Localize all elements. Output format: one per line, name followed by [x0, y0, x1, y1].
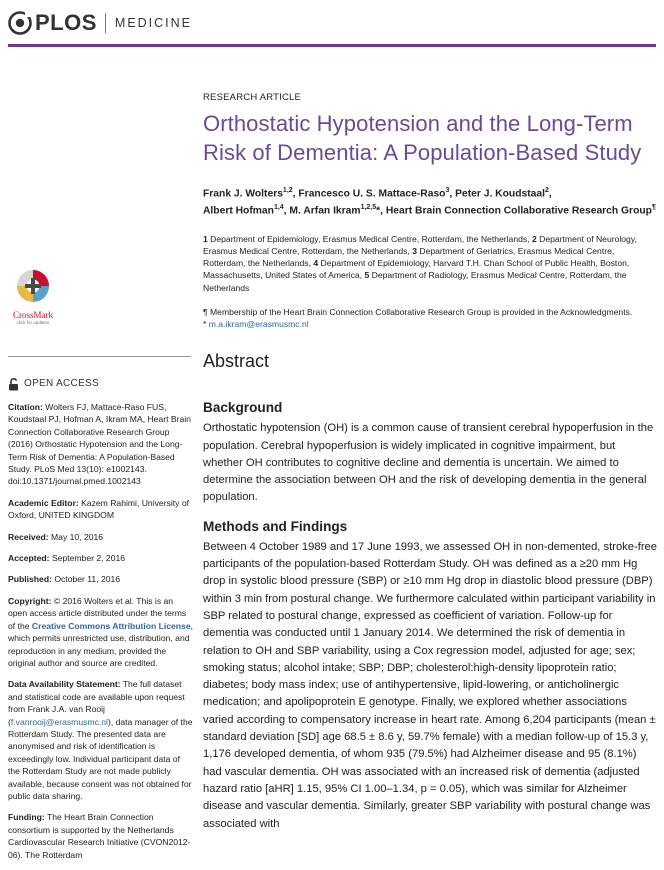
author-separator: , [548, 188, 552, 200]
open-access-label: OPEN ACCESS [24, 378, 99, 390]
published-date [8, 573, 194, 585]
plos-emblem-icon [8, 11, 32, 35]
funding-label: Funding: [8, 812, 45, 823]
membership-note [203, 306, 658, 330]
author-separator: , [283, 205, 290, 217]
article-type: RESEARCH ARTICLE [203, 92, 302, 103]
author-name[interactable]: M. Arfan Ikram [289, 205, 361, 217]
affiliation-text: Department of Epidemiology, Erasmus Medical Centre, Rotterdam, the Netherlands, [210, 233, 530, 244]
journal-name: MEDICINE [114, 16, 193, 30]
accepted-label: Accepted: [8, 553, 50, 564]
affiliation-number: 2 [531, 233, 537, 244]
author-name[interactable]: Francesco U. S. Mattace-Raso [298, 188, 446, 200]
corresponding-mark: * [203, 319, 207, 330]
title-line-1: Orthostatic Hypotension and the Long-Term [203, 111, 633, 136]
copyright-text-1: © 2016 Wolters et al. This is an open access article distributed under the terms of the [8, 595, 187, 631]
header-rule [8, 44, 656, 47]
affiliation-text: Department of Neurology, Erasmus Medical Centre, Rotterdam, the Netherlands, [203, 233, 637, 257]
data-manager-email-link[interactable]: f.vanrooij@erasmusmc.nl [10, 716, 108, 727]
affiliation-number: 5 [364, 270, 370, 281]
copyright [8, 595, 194, 669]
author-separator: *, [376, 205, 386, 217]
author-affiliation-sup: ¶ [651, 204, 656, 212]
received-value: May 10, 2016 [51, 531, 104, 542]
funding [8, 811, 194, 861]
published-value: October 11, 2016 [54, 574, 121, 585]
citation [8, 401, 194, 488]
affiliation-text: Department of Radiology, Erasmus Medical Centre, Rotterdam, the Netherlands [203, 270, 627, 293]
copyright-text-2: , which permits unrestricted use, distribution, and reproduction in any medium, provided the original author and source are credited. [8, 620, 193, 668]
accepted-value: September 2, 2016 [51, 553, 126, 564]
author-affiliation-sup: 1,2,5 [360, 204, 377, 212]
academic-editor [8, 497, 194, 522]
data-label: Data Availability Statement: [8, 679, 121, 690]
published-label: Published: [8, 574, 52, 585]
author-name[interactable]: Albert Hofman [203, 205, 274, 217]
author-name[interactable]: Peter J. Koudstaal [455, 188, 545, 200]
received-date [8, 531, 194, 543]
author-separator: , [292, 188, 299, 200]
author-separator: , [449, 188, 456, 200]
citation-label: Citation: [8, 402, 43, 412]
affiliation-text: Department of Epidemiology, Harvard T.H. Chan School of Public Health, Boston, Massachusetts, United States of America, [203, 258, 630, 281]
author-affiliation-sup: 1,4 [273, 204, 284, 212]
affiliation-number: 3 [412, 246, 417, 257]
crossmark-icon [15, 268, 51, 304]
affiliation-number: 1 [203, 233, 208, 244]
background-text: Orthostatic hypotension (OH) is a common cause of transient cerebral hypoperfusion in the population. Cerebral hypoperfusion is widely implicated in cognitive impairment, but whether OH contributes to cognitive decline and dementia is uncertain. We aimed to determine the association between OH and the risk of developing dementia in the general population. [203, 422, 654, 504]
affiliation-text: Department of Geriatrics, Erasmus Medical Centre, Rotterdam, the Netherlands, [203, 246, 615, 269]
corresponding-email-link[interactable]: m.a.ikram@erasmusmc.nl [208, 319, 309, 330]
plos-logo[interactable] [8, 8, 192, 38]
author-affiliation-sup: 2 [544, 187, 549, 194]
logo-separator [105, 13, 106, 33]
author-affiliation-sup: 3 [445, 187, 450, 194]
logo-text: PLOS [35, 10, 97, 35]
crossmark-label: CrossMark [13, 310, 53, 320]
license-link[interactable]: Creative Commons Attribution License [31, 620, 191, 631]
methods-heading: Methods and Findings [203, 518, 348, 534]
author-name[interactable]: Frank J. Wolters [203, 188, 283, 200]
membership-text: ¶ Membership of the Heart Brain Connection Collaborative Research Group is provided in the Acknowledgments. [203, 306, 633, 317]
affiliations [203, 233, 658, 294]
article-main [203, 92, 658, 833]
author-list [203, 184, 658, 219]
methods-text: Between 4 October 1989 and 17 June 1993, we assessed OH in non-demented, stroke-free participants of the population-based Rotterdam Study. OH was defined as a ≥20 mm Hg drop in systolic blood pressure (SBP) or ≥10 mm Hg drop in diastolic blood pressure (DBP) within 3 min from postural change. We furthermore calculated within participant variability in SBP related to postural change, expressed as coefficient of variation. Follow-up for dementia was conducted until 1 January 2014. We determined the risk of dementia in relation to OH and SBP variability, using a Cox regression model, adjusted for age; sex; smoking status; alcohol intake; SBP; DBP; cholesterol:high-density lipoprotein ratio; diabetes; body mass index; use of antihypertensive, lipid-lowering, or anticholinergic medication; and apolipoprotein E genotype. Finally, we explored whether associations varied according to compensatory increase in heart rate. Among 6,204 participants (mean ± standard deviation [SD] age 68.5 ± 8.6 y, 59.7% female) with a median follow-up of 15.3 y, 1,176 developed dementia, of whom 935 (79.5%) had Alzheimer disease and 95 (8.1%) had vascular dementia. OH was associated with an increased risk of dementia (adjusted hazard ratio [aHR] 1.15, 95% CI 1.00–1.34, p = 0.05), which was similar for Alzheimer disease and vascular dementia. Similarly, greater SBP variability with postural change was associated with [203, 540, 657, 830]
received-label: Received: [8, 531, 49, 542]
citation-text: Wolters FJ, Mattace-Raso FUS, Koudstaal PJ, Hofman A, Ikram MA, Heart Brain Connection Collaborative Research Group (2016) Orthostatic Hypotension and the Long-Term Risk of Dementia: A Population-Based Study. PLoS Med 13(10): e1002143. doi:10.1371/journal.pmed.1002143 [8, 402, 191, 487]
data-text-2: ), data manager of the Rotterdam Study. The presented data are anonymised and risk of identification is exceedingly low. Individual participant data of the Rotterdam Study are not made publicly available, because consent was not obtained for public data sharing. [8, 716, 193, 801]
open-access-badge [8, 378, 194, 391]
funding-text: The Heart Brain Connection consortium is supported by the Netherlands Cardiovascular Research Initiative (CVON2012-06). The Rotterdam [8, 812, 191, 860]
copyright-label: Copyright: [8, 595, 52, 606]
data-text-1: The full dataset and statistical code are available upon request from Frank J.A. van Rooij ( [8, 679, 185, 727]
editor-label: Academic Editor: [8, 497, 79, 508]
title-line-2: Risk of Dementia: A Population-Based Study [203, 140, 642, 165]
abstract-heading: Abstract [203, 351, 270, 372]
author-name[interactable]: Heart Brain Connection Collaborative Research Group [385, 205, 652, 217]
article-title [203, 109, 658, 167]
author-affiliation-sup: 1,2 [282, 187, 293, 194]
data-availability [8, 678, 194, 802]
sidebar-divider [8, 356, 191, 357]
affiliation-number: 4 [313, 258, 319, 269]
crossmark-sub: click for updates [16, 320, 50, 325]
open-lock-icon [8, 378, 19, 391]
crossmark-badge[interactable] [8, 268, 58, 325]
editor-text: Kazem Rahimi, University of Oxford, UNITED KINGDOM [8, 497, 190, 521]
background-heading: Background [203, 400, 283, 416]
accepted-date [8, 552, 194, 564]
article-metadata-sidebar [8, 378, 194, 870]
